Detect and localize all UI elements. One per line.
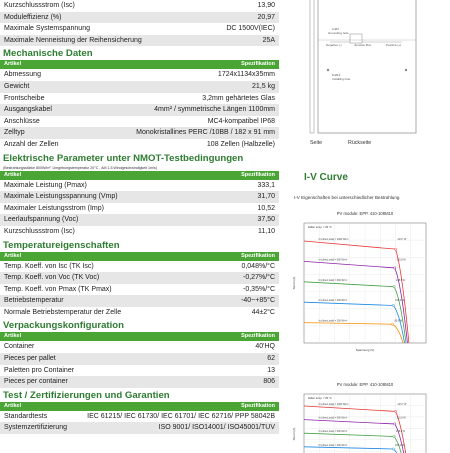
back-view-label: Rückseite bbox=[348, 140, 372, 146]
spec-label: Zelltyp bbox=[4, 129, 25, 137]
spec-label: Maximale Systemspannung bbox=[4, 25, 90, 33]
power-label: 331.8 W bbox=[396, 258, 406, 262]
power-label: 331.8 W bbox=[396, 416, 406, 420]
spec-value: 4mm² / symmetrische Längen 1100mm bbox=[154, 106, 275, 114]
spec-value: -40~+85°C bbox=[241, 297, 275, 305]
spec-value: DC 1500V(IEC) bbox=[226, 25, 275, 33]
svg-text:Installing hole: Installing hole bbox=[332, 77, 351, 81]
spec-value: -0,27%/°C bbox=[243, 274, 275, 282]
spec-row bbox=[0, 104, 279, 116]
svg-text:Grounding hole: Grounding hole bbox=[328, 31, 349, 35]
spec-row bbox=[0, 35, 279, 47]
spec-label: Paletten pro Container bbox=[4, 366, 75, 374]
spec-label: Betriebstemperatur bbox=[4, 297, 64, 305]
header-spec: Spezifikation bbox=[241, 171, 275, 178]
iv-chart-1 bbox=[290, 207, 450, 352]
cert-section-title: Test / Zertifizierungen und Garantien bbox=[3, 389, 170, 401]
spec-value: 0,048%/°C bbox=[241, 262, 275, 270]
spec-label: Leerlaufspannung (Voc) bbox=[4, 216, 79, 224]
spec-value: 3,2mm gehärtetes Glas bbox=[202, 94, 275, 102]
table-header bbox=[0, 171, 279, 180]
spec-row bbox=[0, 422, 279, 434]
pack-section-title: Verpackungskonfiguration bbox=[3, 320, 125, 332]
spec-row bbox=[0, 93, 279, 105]
header-article: Artikel bbox=[4, 171, 22, 178]
irradiance-label: Irr.(direct,total) = 1000 W/m² bbox=[318, 403, 349, 406]
temp-label: Zellen temp. = 25 °C bbox=[308, 397, 332, 400]
spec-row bbox=[0, 261, 279, 273]
spec-label: Container bbox=[4, 343, 35, 351]
spec-row bbox=[0, 365, 279, 377]
spec-row bbox=[0, 341, 279, 353]
mpp-marker bbox=[394, 267, 396, 269]
spec-value: 11,10 bbox=[258, 227, 275, 235]
mpp-marker bbox=[393, 435, 395, 437]
spec-label: Pieces per container bbox=[4, 378, 68, 386]
spec-row bbox=[0, 23, 279, 35]
spec-row bbox=[0, 139, 279, 151]
spec-value: 13,90 bbox=[257, 2, 275, 9]
spec-value: 44±2°C bbox=[251, 308, 275, 316]
spec-row bbox=[0, 81, 279, 93]
temp-label: Zellen temp. = 25 °C bbox=[308, 226, 332, 229]
spec-row bbox=[0, 214, 279, 226]
power-label: 165.2 W bbox=[395, 443, 405, 447]
spec-row bbox=[0, 307, 279, 319]
spec-label: Systemzertifizierung bbox=[4, 424, 68, 432]
spec-label: Frontscheibe bbox=[4, 94, 45, 102]
spec-value: 37,50 bbox=[257, 216, 275, 224]
irradiance-label: Irr.(direct,total) = 400 W/m² bbox=[318, 299, 348, 303]
svg-text:8-Ø14: 8-Ø14 bbox=[332, 73, 341, 77]
spec-value: MC4-kompatibel IP68 bbox=[207, 117, 275, 125]
header-spec: Spezifikation bbox=[241, 61, 275, 68]
spec-label: Pieces per pallet bbox=[4, 355, 56, 363]
spec-label: Kurzschlussstrom (Isc) bbox=[4, 227, 75, 235]
spec-value: 10,52 bbox=[257, 204, 275, 212]
svg-text:Junction Box: Junction Box bbox=[354, 43, 372, 47]
chart-title: PV module: EPP. 410-108M10 bbox=[336, 382, 394, 387]
mech-section-title: Mechanische Daten bbox=[3, 48, 93, 60]
iv-curve-title: I-V Curve bbox=[304, 172, 348, 183]
header-article: Artikel bbox=[4, 402, 22, 409]
header-spec: Spezifikation bbox=[241, 333, 275, 340]
spec-row bbox=[0, 12, 279, 24]
mpp-marker bbox=[394, 423, 396, 425]
spec-row bbox=[0, 0, 279, 12]
irradiance-label: Irr.(direct,total) = 1000 W/m² bbox=[318, 238, 349, 241]
spec-value: -0,35%/°C bbox=[243, 285, 275, 293]
table-header bbox=[0, 402, 279, 411]
svg-text:Positive (+): Positive (+) bbox=[386, 43, 402, 47]
spec-value: 333,1 bbox=[257, 181, 275, 189]
power-label: 413.7 W bbox=[397, 238, 407, 241]
spec-label: Abmessung bbox=[4, 71, 41, 79]
datasheet-right-column bbox=[290, 0, 450, 450]
y-axis-label: Strom (A) bbox=[292, 276, 296, 290]
mpp-marker bbox=[394, 410, 396, 412]
mpp-marker bbox=[393, 286, 395, 288]
y-axis-label: Strom (A) bbox=[292, 427, 296, 441]
irradiance-label: Irr.(direct,total) = 600 W/m² bbox=[318, 430, 348, 434]
spec-value: 40'HQ bbox=[255, 343, 275, 351]
spec-label: Normale Betriebstemperatur der Zelle bbox=[4, 308, 122, 316]
power-label: 248.4 W bbox=[396, 278, 405, 282]
spec-label: Moduleffizienz (%) bbox=[4, 13, 62, 21]
mpp-marker bbox=[394, 248, 396, 250]
spec-value: 21,5 kg bbox=[252, 82, 275, 90]
header-article: Artikel bbox=[4, 252, 22, 259]
mpp-marker bbox=[392, 304, 394, 306]
spec-value: 20,97 bbox=[257, 13, 275, 21]
spec-label: Kurzschlussstrom (Isc) bbox=[4, 2, 75, 9]
chart-title: PV module: EPP. 410-108M10 bbox=[336, 211, 394, 216]
spec-label: Gewicht bbox=[4, 82, 30, 90]
table-header bbox=[0, 332, 279, 341]
iv-chart-2 bbox=[290, 378, 450, 453]
table-header bbox=[0, 252, 279, 261]
power-label: 248.4 W bbox=[396, 430, 405, 434]
noct-section-title: Elektrische Parameter unter NMOT-Testbedingungen bbox=[3, 152, 244, 164]
spec-value: ISO 9001/ ISO14001/ ISO45001/TUV bbox=[158, 424, 275, 432]
power-label: 80.5 W bbox=[394, 319, 403, 323]
side-view-label: Seite bbox=[310, 140, 323, 146]
header-spec: Spezifikation bbox=[241, 252, 275, 259]
spec-row bbox=[0, 272, 279, 284]
spec-value: 108 Zellen (Halbzelle) bbox=[206, 140, 275, 148]
spec-row bbox=[0, 203, 279, 215]
spec-row bbox=[0, 376, 279, 388]
header-spec: Spezifikation bbox=[241, 402, 275, 409]
spec-label: Temp. Koeff. von Voc (TK Voc) bbox=[4, 274, 100, 282]
table-header bbox=[0, 60, 279, 69]
spec-value: Monokristallines PERC /10BB / 182 x 91 mm bbox=[136, 129, 275, 137]
spec-value: 13 bbox=[267, 366, 275, 374]
spec-row bbox=[0, 116, 279, 128]
spec-row bbox=[0, 284, 279, 296]
spec-label: Maximaler Leistungsstrom (Imp) bbox=[4, 204, 104, 212]
header-article: Artikel bbox=[4, 61, 22, 68]
module-drawing bbox=[290, 0, 450, 145]
spec-label: Maximale Leistung (Pmax) bbox=[4, 181, 87, 189]
test-conditions-note: (Bestrahlungsstärke 800W/m², Umgebungstemperatur 20°C , AM 1.5,Windgeschwindigkeit 1m/s) bbox=[3, 165, 158, 170]
irradiance-label: Irr.(direct,total) = 800 W/m² bbox=[318, 416, 348, 420]
spec-label: Anschlüsse bbox=[4, 117, 40, 125]
irradiance-label: Irr.(direct,total) = 400 W/m² bbox=[318, 443, 348, 447]
svg-text:2-Ø4: 2-Ø4 bbox=[332, 27, 339, 31]
spec-value: 806 bbox=[263, 378, 275, 386]
header-article: Artikel bbox=[4, 333, 22, 340]
mpp-marker bbox=[391, 323, 393, 325]
irradiance-label: Irr.(direct,total) = 200 W/m² bbox=[318, 319, 348, 323]
spec-value: IEC 61215/ IEC 61730/ IEC 61701/ IEC 62716/ PPP 58042B bbox=[87, 412, 275, 420]
power-label: 413.7 W bbox=[397, 403, 407, 406]
spec-label: Maximale Leistungsspannung (Vmp) bbox=[4, 193, 118, 201]
spec-row bbox=[0, 411, 279, 423]
spec-row bbox=[0, 69, 279, 81]
power-label: 165.2 W bbox=[395, 299, 405, 303]
spec-row bbox=[0, 353, 279, 365]
irradiance-label: Irr.(direct,total) = 800 W/m² bbox=[318, 258, 348, 262]
spec-row bbox=[0, 127, 279, 139]
spec-row bbox=[0, 191, 279, 203]
spec-label: Standardtests bbox=[4, 412, 48, 420]
spec-row bbox=[0, 226, 279, 238]
irradiance-label: Irr.(direct,total) = 600 W/m² bbox=[318, 278, 348, 282]
spec-label: Anzahl der Zellen bbox=[4, 140, 59, 148]
spec-label: Maximale Nenneistung der Reihensicherung bbox=[4, 36, 142, 44]
svg-text:Negative (-): Negative (-) bbox=[326, 43, 342, 47]
spec-value: 31,70 bbox=[257, 193, 275, 201]
iv-curve-subtitle: I-V Eigenschaften bei unterschiedlicher Bestrahlung bbox=[294, 195, 400, 200]
spec-row bbox=[0, 180, 279, 192]
spec-label: Ausgangskabel bbox=[4, 106, 52, 114]
spec-value: 62 bbox=[267, 355, 275, 363]
spec-value: 25A bbox=[262, 36, 275, 44]
spec-label: Temp. Koeff. von Pmax (TK Pmax) bbox=[4, 285, 112, 293]
x-axis-label: Spannung (V) bbox=[355, 348, 375, 352]
spec-label: Temp. Koeff. von Isc (TK Isc) bbox=[4, 262, 94, 270]
spec-value: 1724x1134x35mm bbox=[217, 71, 275, 79]
spec-row bbox=[0, 295, 279, 307]
temp-section-title: Temperatureigenschaften bbox=[3, 239, 120, 251]
